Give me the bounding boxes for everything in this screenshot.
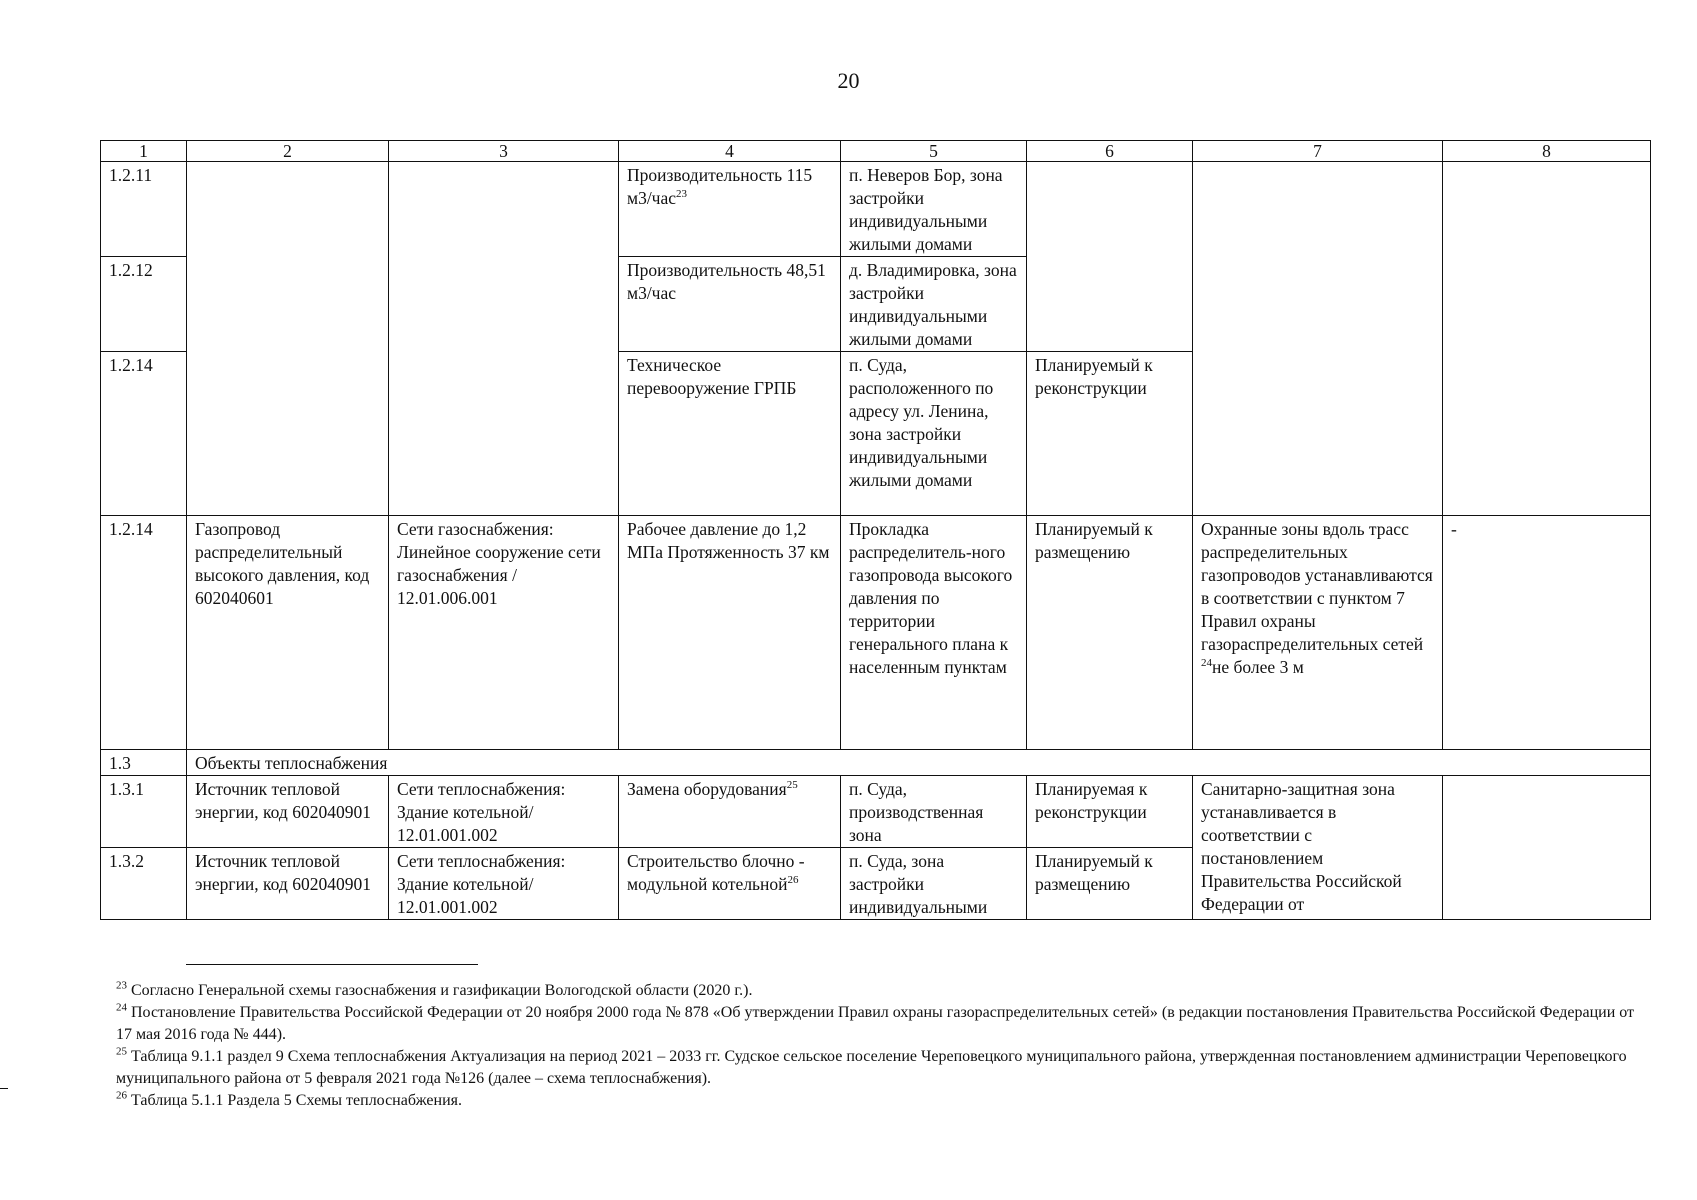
table-cell	[619, 162, 841, 257]
col-header: 5	[841, 141, 1027, 162]
table-cell: Источник тепловой энергии, код 602040901	[187, 776, 389, 848]
footnote	[116, 1046, 1636, 1090]
table-cell	[619, 776, 841, 848]
footnote	[116, 1002, 1636, 1046]
col-header: 1	[101, 141, 187, 162]
footnote-number: 23	[116, 979, 127, 992]
table-row	[101, 516, 1651, 750]
table-row	[101, 776, 1651, 848]
row-number: 1.3.1	[101, 776, 187, 848]
section-row	[101, 750, 1651, 776]
table-cell: Планируемый к размещению	[1027, 848, 1193, 920]
footnote-number: 26	[116, 1089, 127, 1102]
cell-text: Замена оборудования	[627, 779, 787, 799]
table-cell	[1443, 776, 1651, 920]
cell-text: Строительство блочно - модульной котельной	[627, 851, 805, 894]
margin-mark	[0, 1088, 8, 1089]
footnote-number: 24	[116, 1001, 127, 1014]
table-cell: Источник тепловой энергии, код 602040901	[187, 848, 389, 920]
table-cell: п. Суда, производственная зона	[841, 776, 1027, 848]
table-cell: -	[1443, 516, 1651, 750]
cell-text: Производительность 115 м3/час	[627, 165, 813, 208]
table-cell: д. Владимировка, зона застройки индивидуальными жилыми домами	[841, 257, 1027, 352]
footnote-ref: 23	[676, 188, 688, 201]
table-cell	[1027, 162, 1193, 352]
cell-text: не более 3 м	[1212, 657, 1304, 677]
section-title: Объекты теплоснабжения	[187, 750, 1651, 776]
table-cell: Планируемая к реконструкции	[1027, 776, 1193, 848]
table-cell: Сети теплоснабжения: Здание котельной/ 12.01.001.002	[389, 776, 619, 848]
table-cell: Производительность 48,51 м3/час	[619, 257, 841, 352]
table-cell	[389, 162, 619, 516]
col-header: 4	[619, 141, 841, 162]
table-cell: п. Неверов Бор, зона застройки индивидуальными жилыми домами	[841, 162, 1027, 257]
footnote-ref: 26	[787, 874, 799, 887]
row-number: 1.2.14	[101, 352, 187, 516]
table-cell: п. Суда, зона застройки индивидуальными	[841, 848, 1027, 920]
table-cell	[1443, 162, 1651, 516]
footnote-separator	[186, 964, 478, 965]
table-cell: Прокладка распределитель-ного газопровода высокого давления по территории генерального плана к населенным пунктам	[841, 516, 1027, 750]
footnote-text: Постановление Правительства Российской Федерации от 20 ноября 2000 года № 878 «Об утверждении Правил охраны газораспределительных сетей» (в редакции постановления Правительства Российской Федерации от 17 мая 2016 года № 444).	[116, 1004, 1635, 1043]
footnote-ref: 24	[1201, 657, 1212, 670]
table-cell: Газопровод распределительный высокого давления, код 602040601	[187, 516, 389, 750]
table-cell: Планируемый к размещению	[1027, 516, 1193, 750]
cell-text: Охранные зоны вдоль трасс распределительных газопроводов устанавливаются в соответствии с пунктом 7 Правил охраны газораспределительных сетей	[1201, 519, 1433, 654]
row-number: 1.2.12	[101, 257, 187, 352]
table-cell	[187, 162, 389, 516]
col-header: 2	[187, 141, 389, 162]
col-header: 8	[1443, 141, 1651, 162]
table-cell: Сети газоснабжения: Линейное сооружение сети газоснабжения / 12.01.006.001	[389, 516, 619, 750]
table-cell: Техническое перевооружение ГРПБ	[619, 352, 841, 516]
footnote-text: Таблица 9.1.1 раздел 9 Схема теплоснабжения Актуализация на период 2021 – 2033 гг. Судское сельское поселение Череповецкого муниципального района, утвержденная постановлением администрации Череповецкого муниципального района от 5 февраля 2021 года №126 (далее – схема теплоснабжения).	[116, 1048, 1627, 1087]
col-header: 3	[389, 141, 619, 162]
table-cell: п. Суда, расположенного по адресу ул. Ленина, зона застройки индивидуальными жилыми домами	[841, 352, 1027, 516]
data-table	[100, 140, 1651, 920]
table-cell	[1193, 162, 1443, 516]
footnotes	[116, 980, 1636, 1112]
table-cell: Планируемый к реконструкции	[1027, 352, 1193, 516]
row-number: 1.2.14	[101, 516, 187, 750]
table-header-row	[101, 141, 1651, 162]
page-number: 20	[837, 68, 860, 93]
row-number: 1.2.11	[101, 162, 187, 257]
table-cell	[1193, 516, 1443, 750]
footnote-number: 25	[116, 1045, 127, 1058]
table-cell: Рабочее давление до 1,2 МПа Протяженность 37 км	[619, 516, 841, 750]
table-row	[101, 162, 1651, 257]
col-header: 6	[1027, 141, 1193, 162]
table-cell	[619, 848, 841, 920]
footnote-ref: 25	[786, 779, 798, 792]
footnote-text: Согласно Генеральной схемы газоснабжения и газификации Вологодской области (2020 г.).	[131, 982, 753, 999]
col-header: 7	[1193, 141, 1443, 162]
table-cell: Сети теплоснабжения: Здание котельной/ 12.01.001.002	[389, 848, 619, 920]
table-cell: Санитарно-защитная зона устанавливается в соответствии с постановлением Правительства Российской Федерации от	[1193, 776, 1443, 920]
row-number: 1.3.2	[101, 848, 187, 920]
footnote	[116, 1090, 1636, 1112]
footnote	[116, 980, 1636, 1002]
row-number: 1.3	[101, 750, 187, 776]
footnote-text: Таблица 5.1.1 Раздела 5 Схемы теплоснабжения.	[131, 1092, 463, 1109]
